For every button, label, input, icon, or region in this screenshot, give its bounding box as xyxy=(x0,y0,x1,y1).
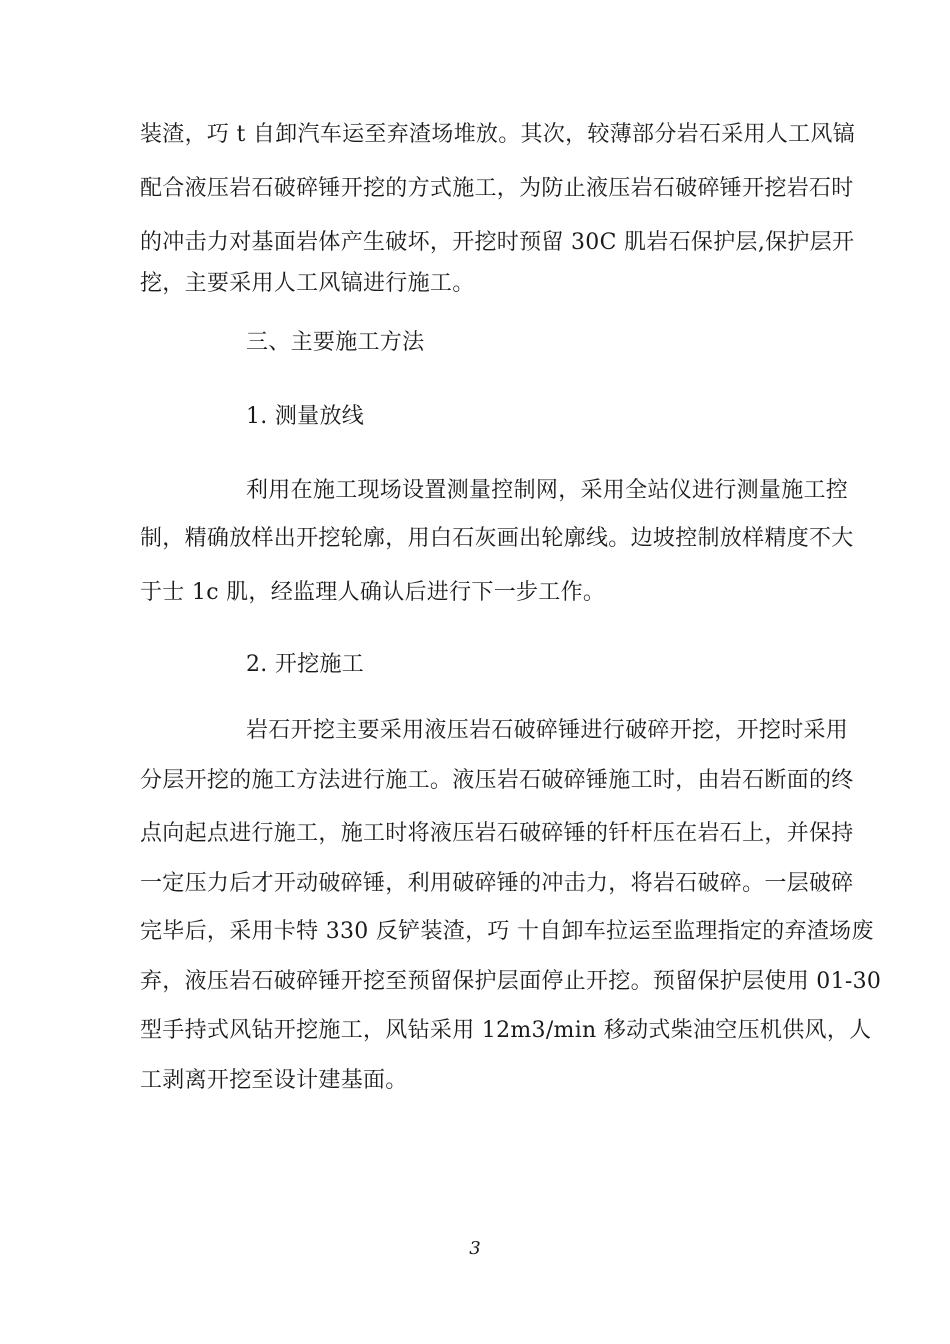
section-heading: 三、主要施工方法 xyxy=(246,330,425,355)
paragraph-line: 弃，液压岩石破碎锤开挖至预留保护层面停止开挖。预留保护层使用 01-30 xyxy=(140,969,882,994)
paragraph-line: 制，精确放样出开挖轮廓，用白石灰画出轮廓线。边坡控制放样精度不大 xyxy=(140,526,854,551)
paragraph-line: 利用在施工现场设置测量控制网，采用全站仪进行测量施工控 xyxy=(246,478,849,503)
paragraph-line: 分层开挖的施工方法进行施工。液压岩石破碎锤施工时，由岩石断面的终 xyxy=(140,768,854,793)
paragraph-line: 点向起点进行施工，施工时将液压岩石破碎锤的钎杆压在岩石上，并保持 xyxy=(140,821,854,846)
paragraph-line: 配合液压岩石破碎锤开挖的方式施工，为防止液压岩石破碎锤开挖岩石时 xyxy=(140,176,854,201)
subsection-heading: 1. 测量放线 xyxy=(246,404,365,429)
subsection-heading: 2. 开挖施工 xyxy=(246,652,365,677)
paragraph-line: 工剥离开挖至设计建基面。 xyxy=(140,1068,408,1093)
paragraph-line: 于士 1c 肌，经监理人确认后进行下一步工作。 xyxy=(140,580,606,605)
paragraph-line: 装渣，巧 t 自卸汽车运至弃渣场堆放。其次，较薄部分岩石采用人工风镐 xyxy=(140,122,856,147)
paragraph-line: 岩石开挖主要采用液压岩石破碎锤进行破碎开挖，开挖时采用 xyxy=(246,718,849,743)
paragraph-line: 型手持式风钻开挖施工，风钻采用 12m3/min 移动式柴油空压机供风，人 xyxy=(140,1018,872,1043)
paragraph-line: 一定压力后才开动破碎锤，利用破碎锤的冲击力，将岩石破碎。一层破碎 xyxy=(140,871,854,896)
paragraph-line: 完毕后，采用卡特 330 反铲装渣，巧 十自卸车拉运至监理指定的弃渣场废 xyxy=(140,919,874,944)
page-number: 3 xyxy=(469,1238,481,1259)
paragraph-line: 的冲击力对基面岩体产生破坏，开挖时预留 30C 肌岩石保护层,保护层开 xyxy=(140,230,855,255)
paragraph-line: 挖，主要采用人工风镐进行施工。 xyxy=(140,271,475,296)
